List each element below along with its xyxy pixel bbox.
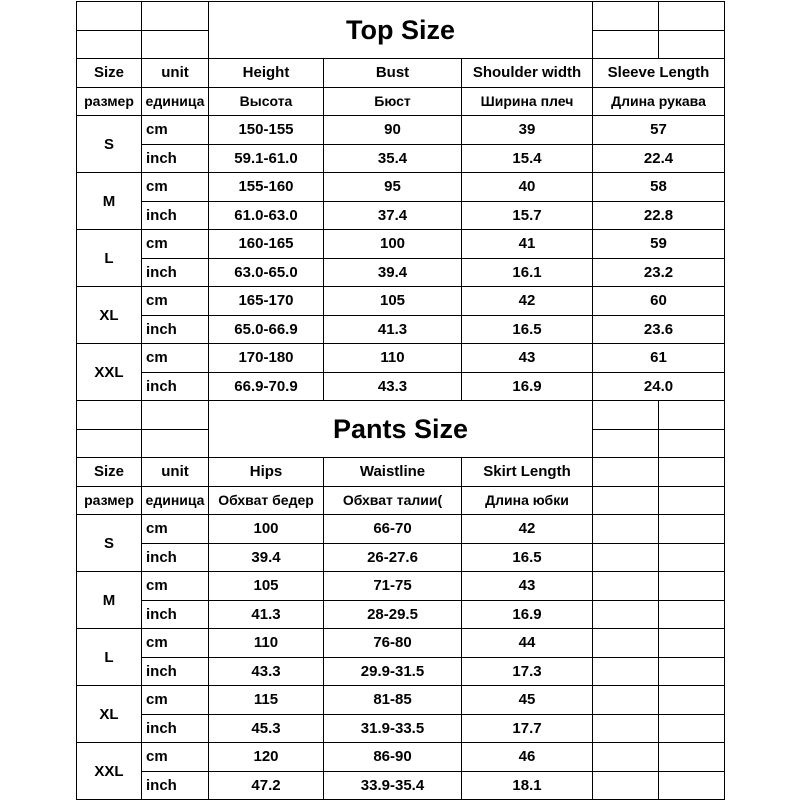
top-value-cell: 95 <box>323 172 462 202</box>
top-value-cell: 35.4 <box>323 144 462 174</box>
top-title: Top Size <box>208 1 593 59</box>
pants-unit-inch: inch <box>141 600 209 630</box>
pants-header-4: Skirt Length <box>461 457 593 487</box>
pants-unit-cm: cm <box>141 685 209 715</box>
pants-header-0: Size <box>76 457 142 487</box>
top-size-label: L <box>76 229 142 287</box>
pants-blank-cell <box>76 429 142 459</box>
pants-value-cell: 110 <box>208 628 324 658</box>
pants-blank-cell <box>658 400 725 430</box>
top-value-cell: 105 <box>323 286 462 316</box>
top-value-cell: 66.9-70.9 <box>208 372 324 402</box>
pants-blank-cell <box>592 628 659 658</box>
pants-value-cell: 26-27.6 <box>323 543 462 573</box>
pants-size-label: S <box>76 514 142 572</box>
pants-blank-cell <box>658 543 725 573</box>
top-unit-cm: cm <box>141 343 209 373</box>
top-value-cell: 170-180 <box>208 343 324 373</box>
pants-value-cell: 16.5 <box>461 543 593 573</box>
pants-blank-cell <box>592 771 659 800</box>
pants-blank-cell <box>141 429 209 459</box>
pants-blank-cell <box>592 685 659 715</box>
top-unit-cm: cm <box>141 115 209 145</box>
top-value-cell: 165-170 <box>208 286 324 316</box>
top-header-1: unit <box>141 58 209 88</box>
top-value-cell: 22.8 <box>592 201 725 231</box>
top-value-cell: 100 <box>323 229 462 259</box>
top-header-ru-0: размер <box>76 87 142 117</box>
top-header-5: Sleeve Length <box>592 58 725 88</box>
pants-value-cell: 86-90 <box>323 742 462 772</box>
pants-value-cell: 29.9-31.5 <box>323 657 462 687</box>
pants-value-cell: 120 <box>208 742 324 772</box>
top-value-cell: 39 <box>461 115 593 145</box>
pants-blank-cell <box>658 571 725 601</box>
pants-value-cell: 115 <box>208 685 324 715</box>
top-value-cell: 22.4 <box>592 144 725 174</box>
pants-blank-cell <box>592 486 659 516</box>
top-unit-cm: cm <box>141 229 209 259</box>
pants-value-cell: 31.9-33.5 <box>323 714 462 744</box>
pants-size-label: L <box>76 628 142 686</box>
top-unit-cm: cm <box>141 286 209 316</box>
pants-value-cell: 17.7 <box>461 714 593 744</box>
pants-header-ru-4: Длина юбки <box>461 486 593 516</box>
pants-header-ru-0: размер <box>76 486 142 516</box>
top-header-ru-1: единица <box>141 87 209 117</box>
top-blank-cell <box>658 1 725 31</box>
pants-blank-cell <box>658 486 725 516</box>
top-value-cell: 63.0-65.0 <box>208 258 324 288</box>
pants-unit-cm: cm <box>141 571 209 601</box>
top-value-cell: 16.1 <box>461 258 593 288</box>
pants-blank-cell <box>658 628 725 658</box>
pants-blank-cell <box>592 571 659 601</box>
pants-value-cell: 28-29.5 <box>323 600 462 630</box>
top-size-label: XL <box>76 286 142 344</box>
pants-blank-cell <box>592 600 659 630</box>
pants-value-cell: 45 <box>461 685 593 715</box>
top-value-cell: 16.9 <box>461 372 593 402</box>
top-value-cell: 23.2 <box>592 258 725 288</box>
top-size-label: M <box>76 172 142 230</box>
top-header-0: Size <box>76 58 142 88</box>
pants-value-cell: 81-85 <box>323 685 462 715</box>
pants-value-cell: 33.9-35.4 <box>323 771 462 800</box>
pants-value-cell: 42 <box>461 514 593 544</box>
pants-blank-cell <box>592 543 659 573</box>
top-header-ru-2: Высота <box>208 87 324 117</box>
top-unit-inch: inch <box>141 372 209 402</box>
top-unit-inch: inch <box>141 144 209 174</box>
pants-blank-cell <box>658 714 725 744</box>
pants-blank-cell <box>141 400 209 430</box>
top-value-cell: 41 <box>461 229 593 259</box>
pants-header-ru-2: Обхват бедер <box>208 486 324 516</box>
pants-blank-cell <box>592 429 659 459</box>
top-blank-cell <box>141 30 209 60</box>
top-unit-inch: inch <box>141 201 209 231</box>
top-value-cell: 42 <box>461 286 593 316</box>
top-value-cell: 58 <box>592 172 725 202</box>
pants-value-cell: 43.3 <box>208 657 324 687</box>
top-value-cell: 155-160 <box>208 172 324 202</box>
pants-unit-cm: cm <box>141 514 209 544</box>
top-value-cell: 65.0-66.9 <box>208 315 324 345</box>
pants-header-ru-3: Обхват талии( <box>323 486 462 516</box>
top-size-label: S <box>76 115 142 173</box>
pants-title: Pants Size <box>208 400 593 458</box>
pants-unit-inch: inch <box>141 543 209 573</box>
pants-value-cell: 76-80 <box>323 628 462 658</box>
top-value-cell: 61.0-63.0 <box>208 201 324 231</box>
top-value-cell: 40 <box>461 172 593 202</box>
top-value-cell: 43 <box>461 343 593 373</box>
pants-blank-cell <box>658 429 725 459</box>
top-header-ru-5: Длина рукава <box>592 87 725 117</box>
pants-size-label: M <box>76 571 142 629</box>
pants-blank-cell <box>658 685 725 715</box>
pants-size-label: XXL <box>76 742 142 800</box>
pants-blank-cell <box>658 657 725 687</box>
top-blank-cell <box>141 1 209 31</box>
top-value-cell: 15.4 <box>461 144 593 174</box>
top-blank-cell <box>658 30 725 60</box>
top-header-2: Height <box>208 58 324 88</box>
pants-size-label: XL <box>76 685 142 743</box>
top-value-cell: 57 <box>592 115 725 145</box>
top-value-cell: 24.0 <box>592 372 725 402</box>
top-unit-inch: inch <box>141 315 209 345</box>
pants-blank-cell <box>592 657 659 687</box>
pants-header-1: unit <box>141 457 209 487</box>
pants-blank-cell <box>592 742 659 772</box>
top-blank-cell <box>76 1 142 31</box>
pants-blank-cell <box>592 514 659 544</box>
pants-header-2: Hips <box>208 457 324 487</box>
top-blank-cell <box>76 30 142 60</box>
pants-unit-cm: cm <box>141 628 209 658</box>
pants-value-cell: 39.4 <box>208 543 324 573</box>
top-value-cell: 23.6 <box>592 315 725 345</box>
pants-value-cell: 44 <box>461 628 593 658</box>
top-value-cell: 16.5 <box>461 315 593 345</box>
pants-value-cell: 43 <box>461 571 593 601</box>
top-header-4: Shoulder width <box>461 58 593 88</box>
top-value-cell: 59.1-61.0 <box>208 144 324 174</box>
pants-value-cell: 105 <box>208 571 324 601</box>
top-unit-inch: inch <box>141 258 209 288</box>
pants-blank-cell <box>658 600 725 630</box>
pants-value-cell: 17.3 <box>461 657 593 687</box>
pants-unit-inch: inch <box>141 771 209 800</box>
pants-blank-cell <box>658 771 725 800</box>
pants-blank-cell <box>658 514 725 544</box>
pants-blank-cell <box>658 742 725 772</box>
pants-header-3: Waistline <box>323 457 462 487</box>
top-value-cell: 160-165 <box>208 229 324 259</box>
top-unit-cm: cm <box>141 172 209 202</box>
top-header-ru-3: Бюст <box>323 87 462 117</box>
top-value-cell: 110 <box>323 343 462 373</box>
top-value-cell: 60 <box>592 286 725 316</box>
top-header-3: Bust <box>323 58 462 88</box>
top-value-cell: 39.4 <box>323 258 462 288</box>
top-blank-cell <box>592 30 659 60</box>
pants-unit-inch: inch <box>141 657 209 687</box>
top-value-cell: 90 <box>323 115 462 145</box>
pants-value-cell: 16.9 <box>461 600 593 630</box>
top-value-cell: 61 <box>592 343 725 373</box>
pants-value-cell: 66-70 <box>323 514 462 544</box>
top-value-cell: 150-155 <box>208 115 324 145</box>
pants-blank-cell <box>658 457 725 487</box>
top-value-cell: 15.7 <box>461 201 593 231</box>
top-size-label: XXL <box>76 343 142 401</box>
top-value-cell: 59 <box>592 229 725 259</box>
pants-value-cell: 47.2 <box>208 771 324 800</box>
top-value-cell: 41.3 <box>323 315 462 345</box>
top-header-ru-4: Ширина плеч <box>461 87 593 117</box>
pants-unit-cm: cm <box>141 742 209 772</box>
pants-value-cell: 18.1 <box>461 771 593 800</box>
top-value-cell: 37.4 <box>323 201 462 231</box>
top-blank-cell <box>592 1 659 31</box>
top-value-cell: 43.3 <box>323 372 462 402</box>
pants-value-cell: 100 <box>208 514 324 544</box>
pants-value-cell: 71-75 <box>323 571 462 601</box>
pants-header-ru-1: единица <box>141 486 209 516</box>
pants-value-cell: 45.3 <box>208 714 324 744</box>
pants-unit-inch: inch <box>141 714 209 744</box>
pants-blank-cell <box>592 457 659 487</box>
pants-blank-cell <box>592 400 659 430</box>
pants-value-cell: 46 <box>461 742 593 772</box>
pants-blank-cell <box>592 714 659 744</box>
pants-value-cell: 41.3 <box>208 600 324 630</box>
pants-blank-cell <box>76 400 142 430</box>
